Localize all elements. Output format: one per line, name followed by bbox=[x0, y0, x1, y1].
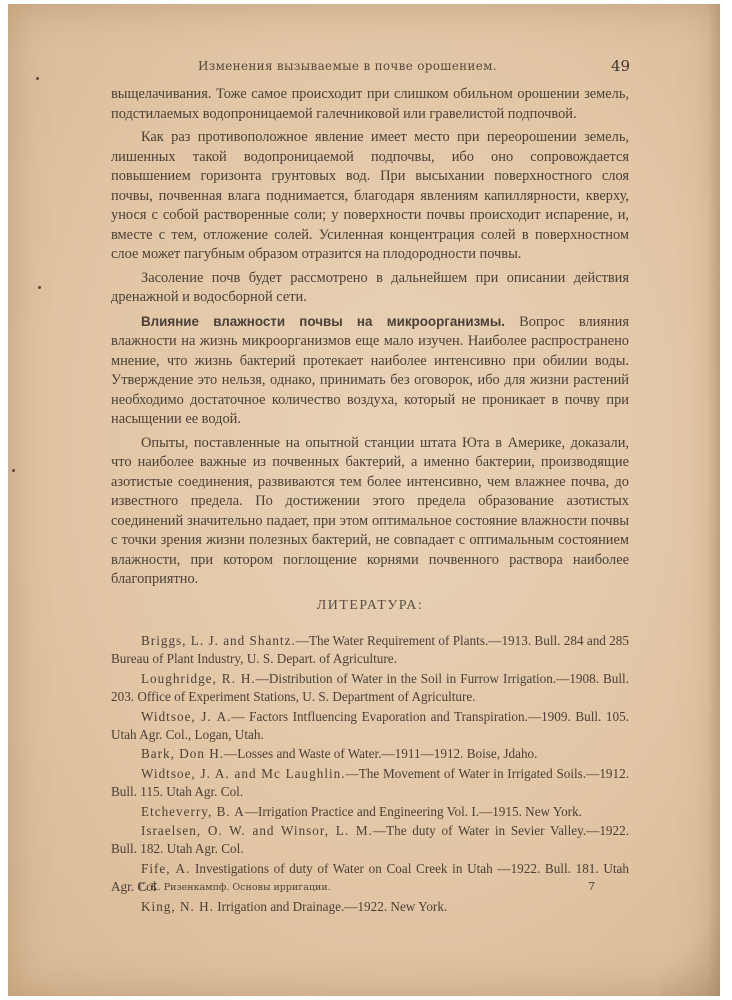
main-text bbox=[111, 85, 629, 621]
paragraph: Опыты, поставленные на опытной станции штата Юта в Америке, доказали, что наиболее важные из почвенных бактерий, а именно бактерии, производящие азотистые соединения, развиваются тем более интенсивно, чем влажнее почва, до известного предела. По достижении этого предела образование азотистых соединений значительно падает, при этом оптимальное состояние влажности почвы с точки зрения жизни полезных бактерий, не совпадает с оптимальным состоянием влажности, при котором поглощение корнями почвенного раствора наиболее благоприятно. bbox=[111, 434, 629, 587]
reference-text: —The duty of Water in Sevier Valley.—1922. Bull. 182. Utah Agr. Col. bbox=[111, 823, 629, 857]
reference-author: Bark, Don H. bbox=[141, 746, 225, 762]
page-number: 49 bbox=[611, 57, 631, 75]
paragraph: Засоление почв будет рассмотрено в дальнейшем при описании действия дренажной и водосборной сети. bbox=[111, 269, 629, 305]
ink-speck bbox=[12, 469, 15, 472]
reference-item bbox=[111, 803, 629, 821]
scanned-page bbox=[8, 4, 720, 996]
reference-text: — Factors Intfluencing Evaporation and Transpiration.—1909. Bull. 105. Utah Agr. Col., Logan, Utah. bbox=[111, 708, 629, 743]
reference-item bbox=[111, 898, 629, 916]
reference-author: Briggs, L. J. and Shantz. bbox=[141, 633, 296, 648]
page-corner-shadow bbox=[660, 886, 720, 996]
reference-author: Etcheverry, B. A bbox=[141, 803, 245, 819]
ink-speck bbox=[38, 286, 41, 289]
paragraph: Как раз противоположное явление имеет место при переорошении земель, лишенных такой водопроницаемой подпочвы, ибо оно сопровождается повышением горизонта грунтовых вод. При высыхании поверхностного слоя почвы, почвенная влага поднимается, благодаря явлениям капиллярности, кверху, унося с собой растворенные соли; у поверхности почвы происходит испарение, и, вместе с тем, отложение солей. Усиленная концентрация солей в поверхностном слое может пагубным образом отразится на плодородности почвы. bbox=[111, 129, 629, 262]
reference-text: —Losses and Waste of Water.—1911—1912. Boise, Jdaho. bbox=[224, 746, 538, 762]
signature-mark: 7 bbox=[588, 880, 595, 893]
reference-author: Widtsoe, J. A. bbox=[141, 708, 232, 724]
reference-item bbox=[111, 708, 629, 745]
reference-text: Irrigation and Drainage.—1922. New York. bbox=[213, 898, 448, 914]
section-paragraph bbox=[111, 312, 629, 430]
reference-item bbox=[111, 822, 629, 859]
ink-speck bbox=[36, 77, 39, 80]
reference-item bbox=[111, 745, 629, 763]
page-edge-shadow bbox=[708, 4, 720, 996]
reference-author: King, N. H. bbox=[141, 898, 214, 914]
reference-author: Loughridge, R. H. bbox=[141, 670, 256, 686]
reference-text: Investigations of duty of Water on Coal Creek in Utah —1922. Bull. 181. Utah Agr. Col bbox=[111, 860, 629, 895]
running-header: Изменения вызываемые в почве орошением. bbox=[198, 59, 497, 73]
reference-item bbox=[111, 632, 629, 669]
literature-heading: ЛИТЕРАТУРА: bbox=[316, 597, 424, 613]
reference-list bbox=[111, 632, 629, 917]
reference-text: —Irrigation Practice and Engineering Vol. I.—1915. New York. bbox=[244, 803, 582, 819]
reference-author: Fife, A. bbox=[141, 860, 191, 876]
reference-text: —Distribution of Water in the Soil in Furrow Irrigation.—1908. Bull. 203. Office of Experiment Stations, U. S. Department of Agriculture. bbox=[111, 670, 629, 705]
reference-author: Israelsen, O. W. and Winsor, L. M. bbox=[141, 823, 373, 839]
reference-text: —The Water Requirement of Plants.—1913. Bull. 284 and 285 Bureau of Plant Industry, U. S. Depart. of Agriculture. bbox=[111, 633, 629, 667]
reference-author: Widtsoe, J. A. and Mc Laughlin. bbox=[141, 765, 346, 781]
section-title: Влияние влажности почвы на микроорганизмы. bbox=[141, 313, 505, 329]
reference-text: —The Movement of Water in Irrigated Soils.—1912. Bull. 115. Utah Agr. Col. bbox=[111, 765, 629, 800]
footer-imprint: Г. К. Ризенкампф. Основы ирригации. bbox=[138, 882, 331, 893]
reference-item bbox=[111, 765, 629, 802]
section-text: Вопрос влияния влажности на жизнь микроорганизмов еще мало изучен. Наиболее распространено мнение, что жизнь бактерий протекает наиболее интенсивно при обилии воды. Утверждение это нельзя, однако, принимать без оговорок, ибо для жизни растений необходимо достаточное количество воздуха, который не проникает в почву при насыщении ее водой. bbox=[111, 313, 629, 427]
paragraph: выщелачивания. Тоже самое происходит при слишком обильном орошении земель, подстилаемых водопроницаемой галечниковой или гравелистой подпочвой. bbox=[111, 86, 629, 122]
reference-item bbox=[111, 670, 629, 707]
